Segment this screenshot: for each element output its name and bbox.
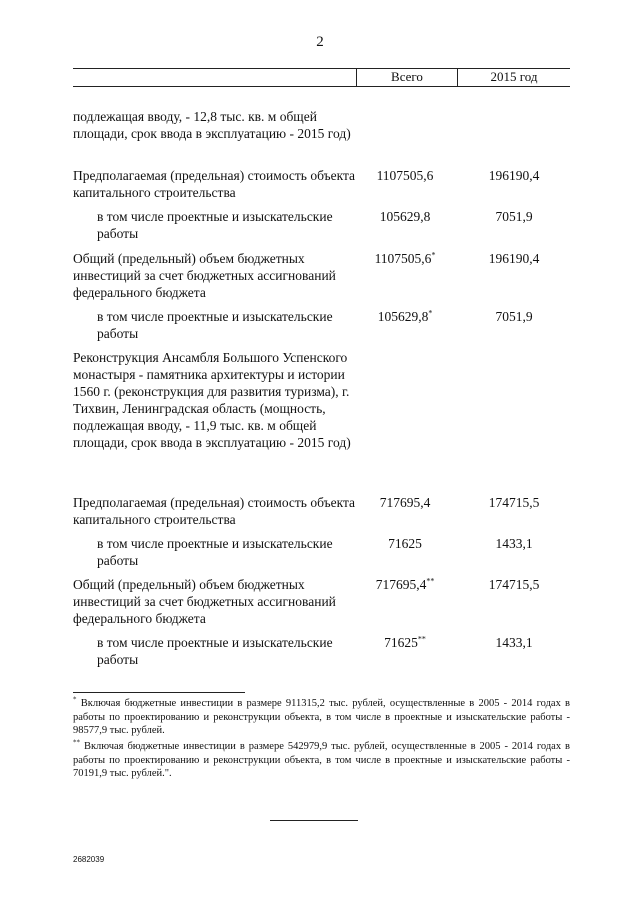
row-text: в том числе проектные и изыскательские работы	[97, 309, 333, 341]
footnote-mark: **	[417, 634, 426, 644]
value-total: 105629,8*	[377, 308, 433, 324]
value-year: 1433,1	[495, 536, 533, 551]
column-header-total: Всего	[391, 69, 423, 84]
value-year: 174715,5	[488, 495, 540, 510]
value-year: 174715,5	[488, 577, 540, 592]
value-total: 71625	[388, 536, 422, 551]
value-year: 196190,4	[488, 251, 540, 266]
value-year: 7051,9	[495, 309, 533, 324]
row-text: подлежащая вводу, - 12,8 тыс. кв. м общей площади, срок ввода в эксплуатацию - 2015 год)	[73, 109, 351, 141]
value-year: 7051,9	[495, 209, 533, 224]
value-total: 1107505,6	[376, 168, 434, 183]
footnote-text: Включая бюджетные инвестиции в размере 911315,2 тыс. рублей, осуществленные в 2005 - 2014 годах в работы по проектированию и реконструкции объекта, в том числе в проектные и изыскательские работы - 98577,9 тыс. рублей.	[73, 698, 571, 736]
footnote-mark: *	[431, 250, 436, 260]
document-code: 2682039	[73, 855, 105, 864]
footnote-mark: *	[428, 308, 433, 318]
row-text: Предполагаемая (предельная) стоимость объекта капитального строительства	[73, 168, 356, 200]
row-text: Общий (предельный) объем бюджетных инвестиций за счет бюджетных ассигнований федерального бюджета	[73, 577, 336, 626]
footnote-mark: **	[73, 738, 80, 747]
row-text: Реконструкция Ансамбля Большого Успенского монастыря - памятника архитектуры и истории 1560 г. (реконструкция для развития туризма), г. Тихвин, Ленинградская область (мощность, подлежащая вводу, - 11,9 тыс. кв. м общей площади, срок ввода в эксплуатацию - 2015 год)	[73, 350, 351, 450]
value-year: 1433,1	[495, 635, 533, 650]
value-total: 105629,8	[379, 209, 431, 224]
page-number: 2	[316, 34, 324, 50]
row-text: Предполагаемая (предельная) стоимость объекта капитального строительства	[73, 495, 356, 527]
footnote-1	[73, 697, 570, 738]
value-year: 196190,4	[488, 168, 540, 183]
value-total: 71625**	[384, 634, 426, 650]
row-text: в том числе проектные и изыскательские работы	[97, 209, 333, 241]
header-bottom-rule	[73, 86, 570, 87]
footnote-mark: *	[73, 695, 77, 704]
end-rule	[270, 820, 358, 821]
footnote-2	[73, 740, 570, 781]
value-total: 1107505,6*	[374, 250, 436, 266]
row-text: Общий (предельный) объем бюджетных инвестиций за счет бюджетных ассигнований федерального бюджета	[73, 251, 336, 300]
footnote-mark: **	[426, 576, 435, 586]
column-header-year: 2015 год	[490, 69, 538, 84]
footnote-rule	[73, 692, 245, 693]
row-text: в том числе проектные и изыскательские работы	[97, 635, 333, 667]
footnote-text: Включая бюджетные инвестиции в размере 542979,9 тыс. рублей, осуществленные в 2005 - 2014 годах в работы по проектированию и реконструкции объекта, в том числе в проектные и изыскательские работы - 70191,9 тыс. рублей.".	[73, 741, 570, 779]
value-total: 717695,4**	[375, 576, 435, 592]
value-total: 717695,4	[379, 495, 431, 510]
row-text: в том числе проектные и изыскательские работы	[97, 536, 333, 568]
